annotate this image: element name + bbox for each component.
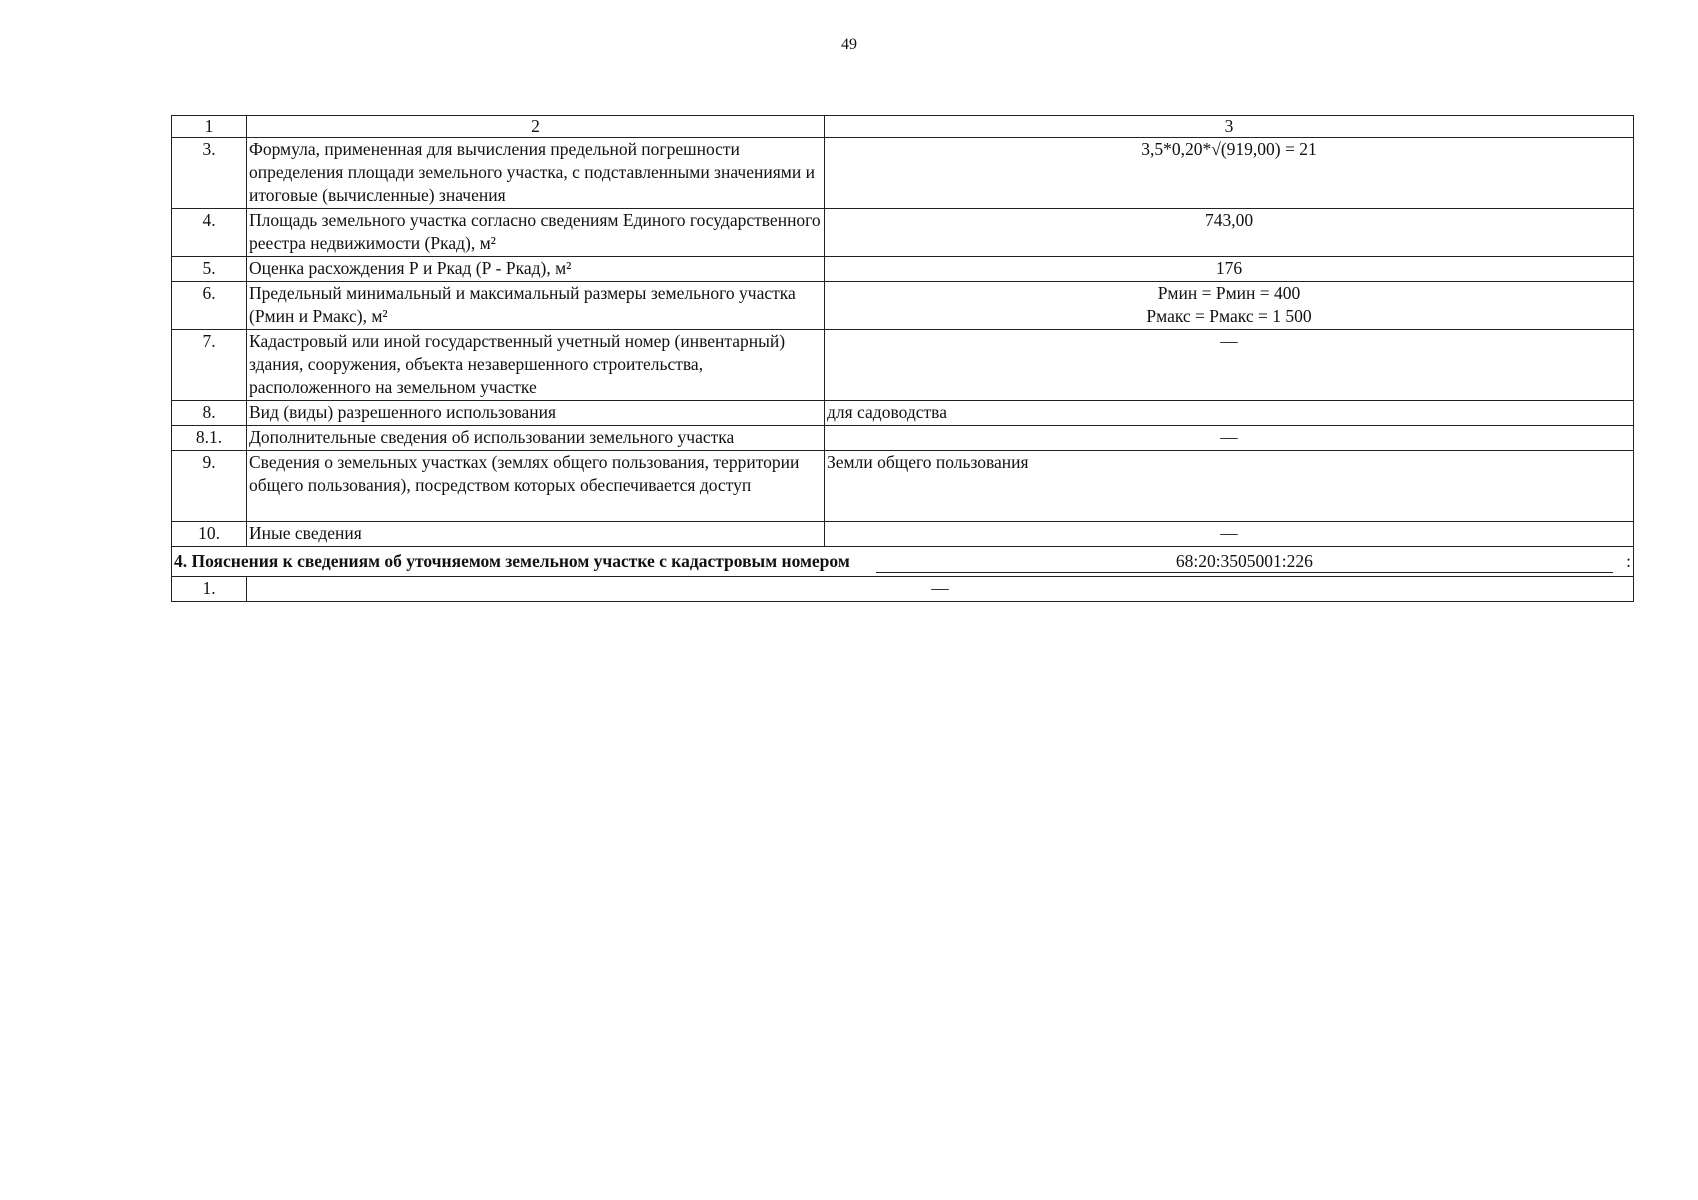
table-row xyxy=(172,577,1634,602)
table-header-row xyxy=(172,116,1634,138)
row-value: Земли общего пользования xyxy=(825,451,1634,522)
row-value: — xyxy=(825,426,1634,451)
table-row xyxy=(172,330,1634,401)
row-number: 4. xyxy=(172,209,247,257)
row-value: для садоводства xyxy=(825,401,1634,426)
min-size-value: Рмин = Рмин = 400 xyxy=(1157,283,1301,303)
cadastral-number: 68:20:3505001:226 xyxy=(876,550,1613,573)
page-number: 49 xyxy=(841,36,857,53)
header-col-3: 3 xyxy=(825,116,1634,138)
row-value: 743,00 xyxy=(825,209,1634,257)
row-number: 1. xyxy=(172,577,247,602)
table-row xyxy=(172,257,1634,282)
section-4-header xyxy=(172,547,1634,577)
section-4-title: 4. Пояснения к сведениям об уточняемом земельном участке с кадастровым номером xyxy=(174,551,850,571)
row-number: 6. xyxy=(172,282,247,330)
header-col-1: 1 xyxy=(172,116,247,138)
row-number: 3. xyxy=(172,138,247,209)
row-label: Площадь земельного участка согласно сведениям Единого государственного реестра недвижимости (Ркад), м² xyxy=(247,209,825,257)
table-row xyxy=(172,451,1634,522)
row-number: 8.1. xyxy=(172,426,247,451)
row-label: Сведения о земельных участках (землях общего пользования, территории общего пользования), посредством которых обеспечивается доступ xyxy=(247,451,825,522)
row-value xyxy=(825,282,1634,330)
row-value: 3,5*0,20*√(919,00) = 21 xyxy=(825,138,1634,209)
row-number: 8. xyxy=(172,401,247,426)
row-value: — xyxy=(825,522,1634,547)
row-number: 7. xyxy=(172,330,247,401)
row-label: Иные сведения xyxy=(247,522,825,547)
row-label: Предельный минимальный и максимальный размеры земельного участка (Рмин и Рмакс), м² xyxy=(247,282,825,330)
row-label: Оценка расхождения Р и Ркад (Р - Ркад), м² xyxy=(247,257,825,282)
row-value: — xyxy=(825,330,1634,401)
header-col-2: 2 xyxy=(247,116,825,138)
row-label: Кадастровый или иной государственный учетный номер (инвентарный) здания, сооружения, объекта незавершенного строительства, расположенного на земельном участке xyxy=(247,330,825,401)
row-number: 5. xyxy=(172,257,247,282)
row-value: 176 xyxy=(825,257,1634,282)
max-size-value: Рмакс = Рмакс = 1 500 xyxy=(1146,306,1312,326)
table-row xyxy=(172,138,1634,209)
table-row xyxy=(172,282,1634,330)
table-row xyxy=(172,209,1634,257)
section-4-colon: : xyxy=(1626,551,1631,571)
row-value: — xyxy=(247,577,1634,602)
table-row xyxy=(172,401,1634,426)
section-4-header-row xyxy=(172,547,1634,577)
row-number: 10. xyxy=(172,522,247,547)
row-label: Формула, примененная для вычисления предельной погрешности определения площади земельного участка, с подставленными значениями и итоговые (вычисленные) значения xyxy=(247,138,825,209)
row-number: 9. xyxy=(172,451,247,522)
land-plot-table xyxy=(171,115,1634,602)
row-label: Вид (виды) разрешенного использования xyxy=(247,401,825,426)
table-row xyxy=(172,522,1634,547)
table-row xyxy=(172,426,1634,451)
row-label: Дополнительные сведения об использовании земельного участка xyxy=(247,426,825,451)
